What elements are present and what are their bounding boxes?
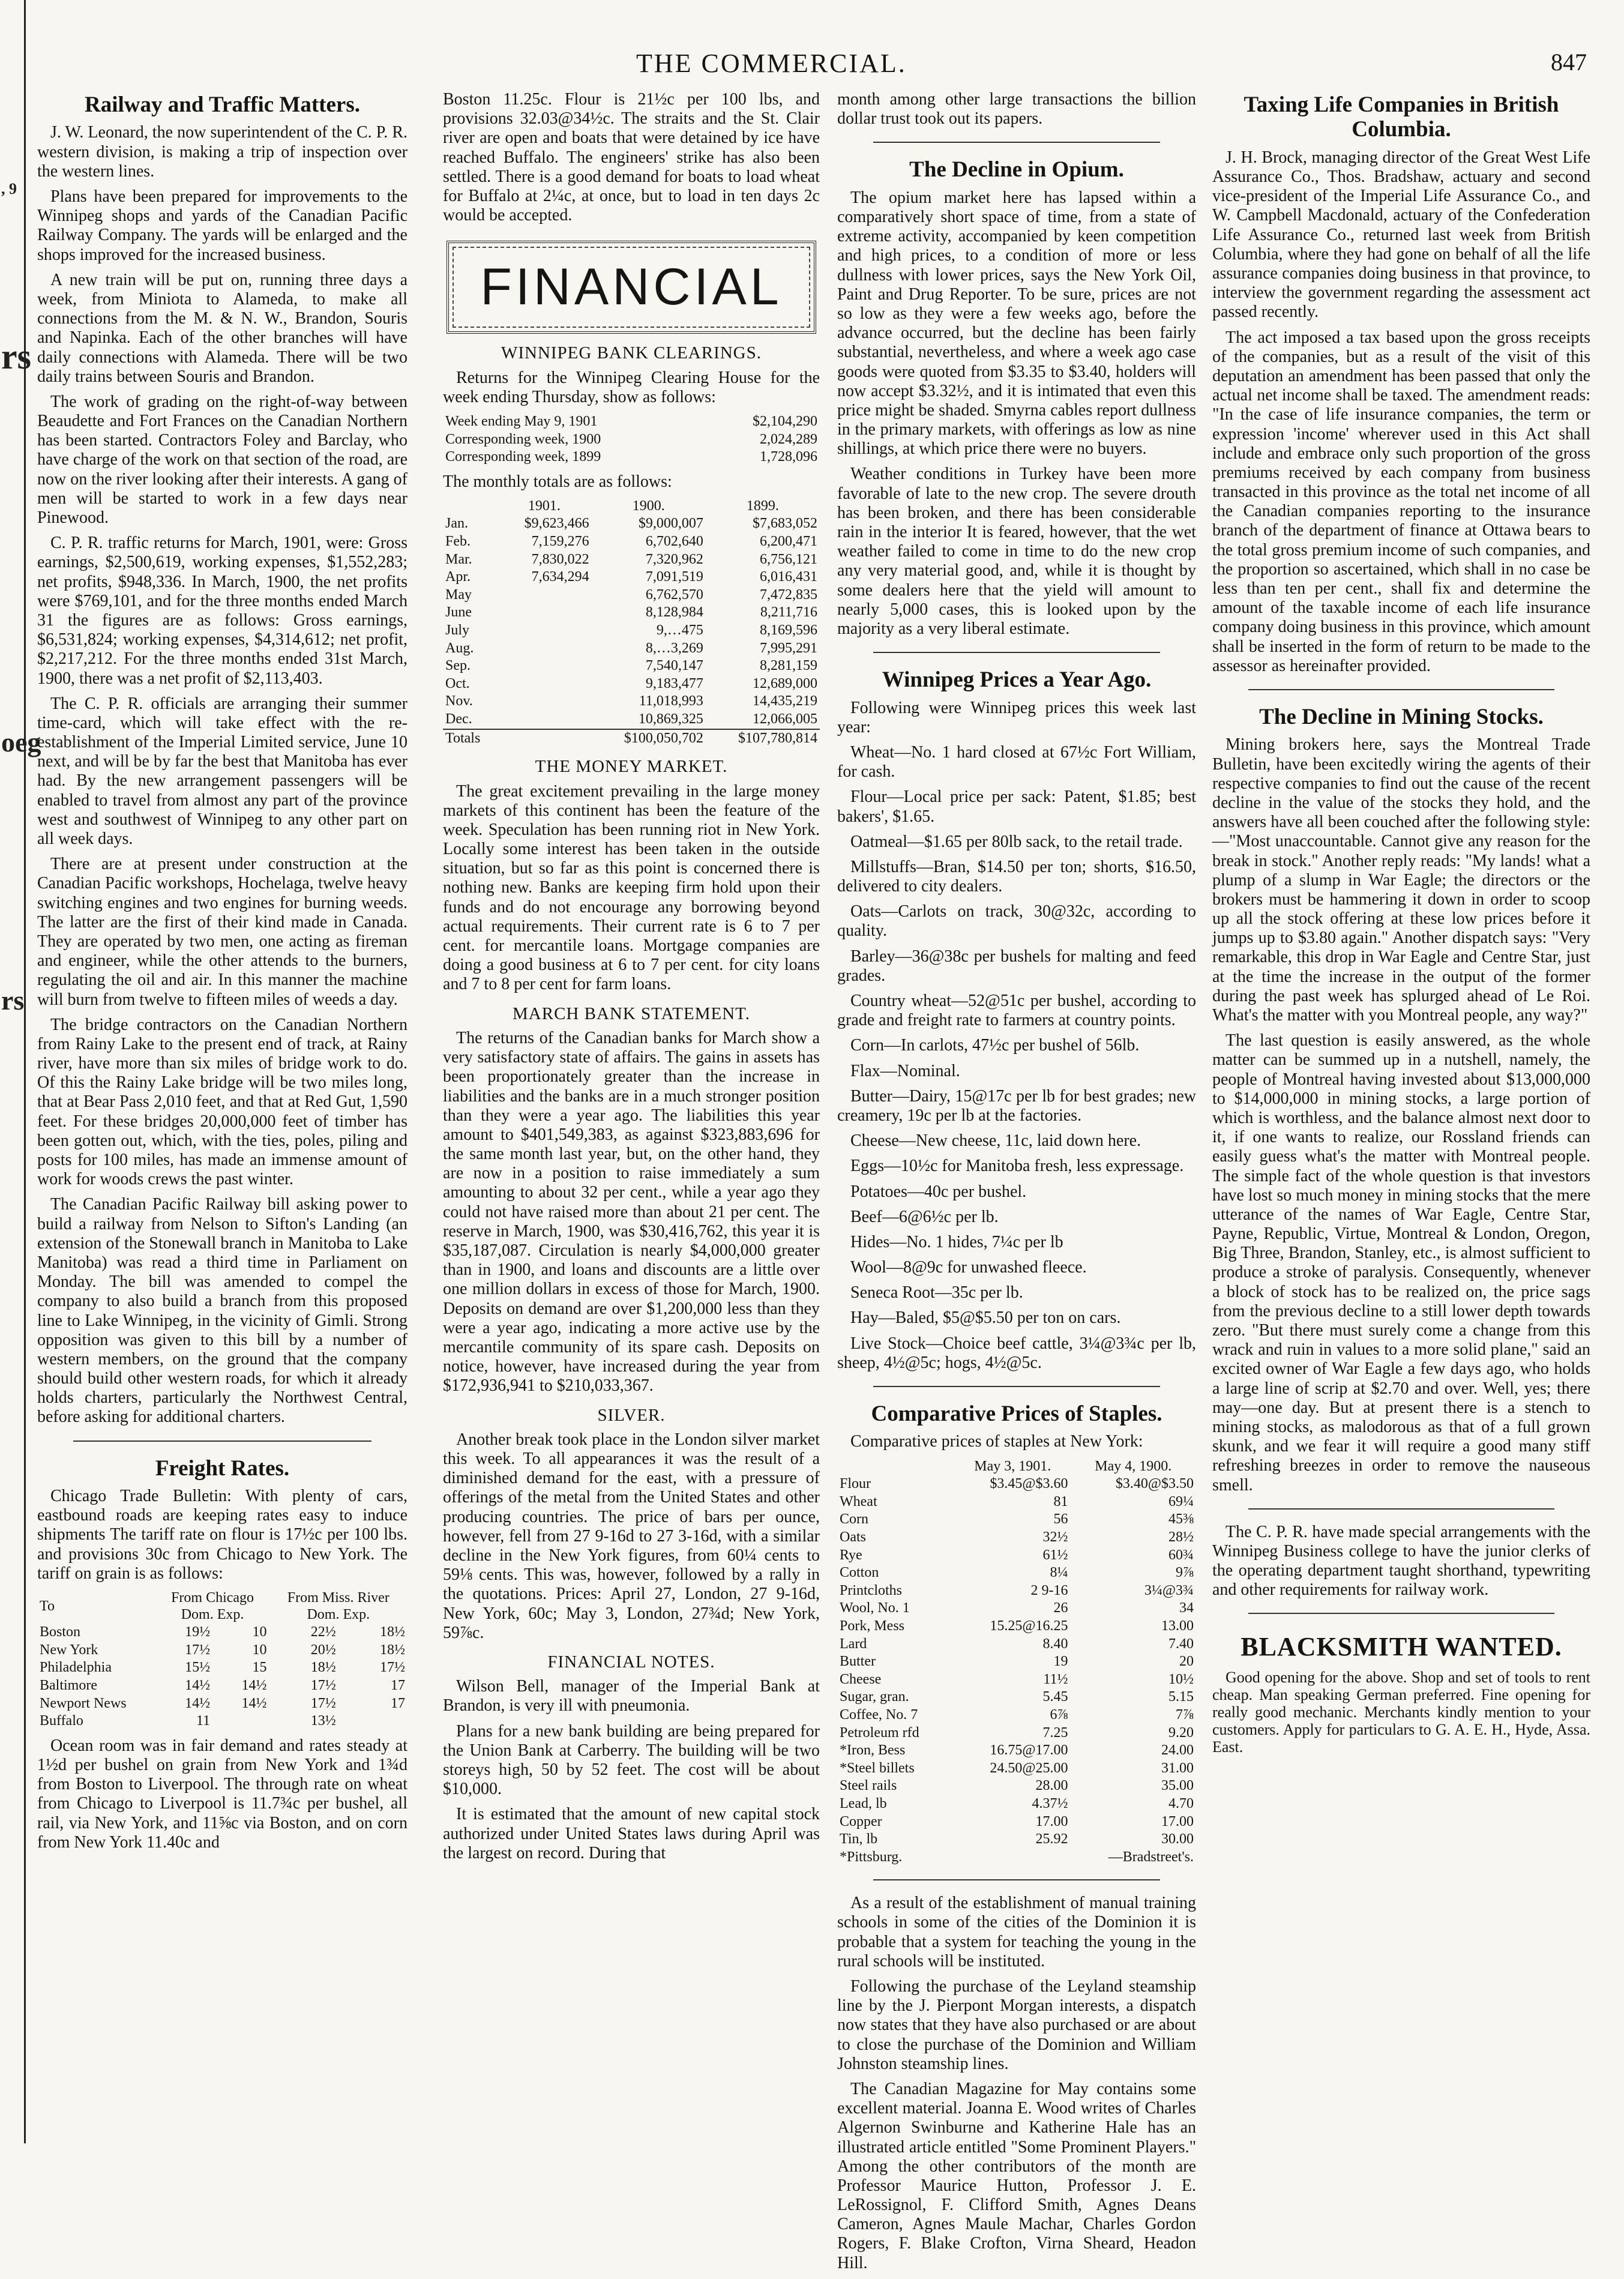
price-item: Wool—8@9c for unwashed fleece. (850, 1258, 1087, 1277)
paragraph: Mining brokers here, says the Montreal Trade Bulletin, have been excitedly wiring the agents of their respective companies to find out the cause of the recent decline in the value of the stocks they hold, and the answers have all been couched after the following style:—"Most unaccountable. Cannot give any reason for the break in stock." Another reply reads: "My lands! what a plump of a slump in War Eagle; the directors or the brokers must be hammering it down in order to scoop up all the stock offering at these low prices before it jumps up to $3.80 again." Another dispatch says: "Very remarkable, this drop in War Eagle and Centre Star, just at the time the increase in the output of the former during the past week has splurged ahead of Le Roi. What's the matter with you Montreal people, any way?" (1212, 735, 1590, 1025)
table-row: Oats 32½ 28½ (840, 1529, 1194, 1545)
price-item: Seneca Root—35c per lb. (850, 1283, 1023, 1302)
table-row: *Iron, Bess 16.75@17.00 24.00 (840, 1742, 1194, 1759)
table-row: Corn 56 45⅜ (840, 1511, 1194, 1528)
price-item: Corn—In carlots, 47½c per bushel of 56lb. (850, 1036, 1140, 1055)
article-title-freight: Freight Rates. (155, 1456, 290, 1481)
table-row: *Steel billets 24.50@25.00 31.00 (840, 1760, 1194, 1776)
article-title-taxing: Taxing Life Companies in British Columbia. (1244, 92, 1559, 142)
table-row: Dec. 10,869,325 12,066,005 (445, 711, 817, 727)
paragraph: Following the purchase of the Leyland steamship line by the J. Pierpont Morgan interests, a dispatch now states that they have also purchased or are about to close the purchase of the Dominion and William Johnston steamship lines. (837, 1977, 1196, 2073)
table-row: June 8,128,984 8,211,716 (445, 604, 817, 621)
paragraph: C. P. R. traffic returns for March, 1901, were: Gross earnings, $2,500,619, working expenses, $1,552,283; net profits, $948,336. In March, 1900, the net profits were $769,101, and for the three months ended March 31 the figures are as follows: Gross earnings, $6,531,824; working expenses, $4,314,612; net profit, $2,217,212. For the three months ended 31st March, 1900, there was a net profit of $2,113,403. (37, 534, 408, 688)
section-divider (1248, 689, 1554, 690)
table-row: Boston 19½ 10 22½ 18½ (40, 1624, 405, 1640)
paragraph: The last question is easily answered, as the whole matter can be summed up in a nutshell, namely, the people of Montreal having invested about $13,000,000 to $14,000,000 in mining stocks, a large portion of which is worthless, and the balance almost next door to it, if one wants to realize, our Rossland friends can easily guess what's the matter with Montreal people. The simple fact of the whole question is that investors have lost so much money in mining stocks that the mere utterance of the names of War Eagle, Centre Star, Payne, Republic, Virtue, Montreal & London, Oregon, Big Three, Brandon, Stanley, etc., is almost sufficient to produce a stroke of paralysis. Consequently, whenever a block of stock has to be realized on, the price sags from the previous decline to a still lower depth towards zero. "But there must surely come a change from this wrack and ruin in values to a more solid plane," said an excited owner of War Eagle a few days ago, who holds a large line of scrip at $2.70 and over. Well, yes; there may—one day. But at present there is a stench to mining stocks, as malodorous as that of a full grown skunk, and we fear it will require a good many stiff refreshing breezes in order to remove the nauseous smell. (1212, 1031, 1590, 1495)
price-item: Oats—Carlots on track, 30@32c, according to quality. (837, 902, 1196, 941)
strip-fragment: rs (1, 985, 25, 1016)
price-item: Hides—No. 1 hides, 7¼c per lb (850, 1232, 1063, 1251)
paragraph: The returns of the Canadian banks for March show a very satisfactory state of affairs. The gains in assets has been proportionately greater than the increase in liabilities and the banks are in a much stronger position than they were a year ago. The liabilities this year amount to $401,549,383, as against $323,883,696 for the same month last year, but, on the other hand, they are now in a position to raise immediately a sum amounting to about 32 per cent., while a year ago they could not have raised more than about 21 per cent. The reserve in March, 1900, was $30,416,762, this year it is $35,187,087. Circulation is nearly $4,000,000 greater than in 1900, and loans and discounts are a little over one million dollars in excess of those for March, 1900. Deposits on demand are over $1,200,000 less than they were a year ago, indicating a more active use by the mercantile community of its spare cash. Deposits on notice, however, have increased during the year from $172,936,941 to $210,033,367. (443, 1028, 820, 1395)
table-row: Steel rails 28.00 35.00 (840, 1778, 1194, 1794)
table-row: Cotton 8¼ 9⅞ (840, 1565, 1194, 1581)
running-head (0, 36, 1624, 84)
table-row: Apr. 7,634,294 7,091,519 6,016,431 (445, 569, 817, 585)
paragraph: Following were Winnipeg prices this week last year: (837, 698, 1196, 736)
weekly-clearings-table (443, 413, 820, 466)
table-row: New York 17½ 10 20½ 18½ (40, 1642, 405, 1658)
price-item: Eggs—10½c for Manitoba fresh, less expressage. (850, 1157, 1184, 1176)
price-item: Flour—Local price per sack: Patent, $1.85; best bakers', $1.65. (837, 787, 1196, 826)
strip-fragment: , 9 (1, 180, 17, 197)
paragraph: The act imposed a tax based upon the gross receipts of the companies, but as a result of the visit of this deputation an amendment has been passed that only the actual net income shall be taxed. The amendment reads: "In the case of life insurance companies, the term or expression 'income' wherever used in this Act shall include and embrace only such proportion of the gross premiums received by each company from business transacted in this province as the total net income of all the Canadian companies reporting to the insurance branch of the department of finance at Ottawa bears to the total gross premium income of such companies, and the proportion so ascertained, which shall in no case be less than ten per cent., shall fix and determine the amount of the taxable income of each life insurance company doing business in this province, which amount shall be inserted in the form of return to be made to the assessor as hereinafter provided. (1212, 328, 1590, 675)
staples-price-table (837, 1458, 1196, 1867)
table-row: Wheat 81 69¼ (840, 1493, 1194, 1510)
table-row: Week ending May 9, 1901 $2,104,290 (445, 413, 817, 429)
paragraph: Ocean room was in fair demand and rates steady at 1½d per bushel on grain from New York and 1¾d from Boston to Liverpool. The through rate on wheat from Chicago to Liverpool is 11.7¾c per bushel, all rail, via New York, and 11⅝c via Boston, and on corn from New York 11.40c and (37, 1736, 408, 1852)
paragraph: month among other large transactions the billion dollar trust took out its papers. (837, 90, 1196, 128)
article-title-winnipeg-prices: Winnipeg Prices a Year Ago. (882, 667, 1152, 693)
section-divider (873, 142, 1160, 143)
paragraph: Wilson Bell, manager of the Imperial Bank at Brandon, is very ill with pneumonia. (443, 1677, 820, 1715)
price-item: Beef—6@6½c per lb. (850, 1207, 999, 1226)
freight-rate-table (37, 1589, 408, 1730)
table-row: Nov. 11,018,993 14,435,219 (445, 693, 817, 709)
monthly-totals-table (443, 498, 820, 747)
price-item: Cheese—New cheese, 11c, laid down here. (850, 1131, 1141, 1151)
table-total-row: Totals $100,050,702 $107,780,814 (443, 729, 820, 748)
section-divider (873, 1879, 1160, 1880)
paragraph: The work of grading on the right-of-way between Beaudette and Fort Frances on the Canadian Northern has been started. Contractors Foley and Barclay, who have charge of the work on that section of the road, are now on the river looking after their interests. A gang of men will be started to work in a few days near Pinewood. (37, 392, 408, 527)
table-row: Aug. 8,…3,269 7,995,291 (445, 640, 817, 656)
table-row: Feb. 7,159,276 6,702,640 6,200,471 (445, 534, 817, 550)
table-header-row (37, 1589, 408, 1624)
table-row: Corresponding week, 1900 2,024,289 (445, 431, 817, 447)
section-divider (1248, 1508, 1554, 1510)
price-item: Millstuffs—Bran, $14.50 per ton; shorts, $16.50, delivered to city dealers. (837, 857, 1196, 896)
section-title-financial-notes: FINANCIAL NOTES. (547, 1652, 715, 1672)
article-title-mining: The Decline in Mining Stocks. (1259, 704, 1544, 729)
paragraph: The C. P. R. have made special arrangements with the Winnipeg Business college to have the junior clerks of the operating department taught shorthand, typewriting and other requirements for railway work. (1212, 1522, 1590, 1600)
column-header: From Chicago Dom. Exp. (171, 1590, 254, 1622)
column-header: To (40, 1598, 55, 1614)
table-row: Printcloths 2 9-16 3¼@3¾ (840, 1582, 1194, 1598)
section-divider (873, 652, 1160, 653)
table-row: May 6,762,570 7,472,835 (445, 586, 817, 603)
paragraph: Weather conditions in Turkey have been more favorable of late to the new crop. The severe drouth has been broken, and there has been considerable rain in the interior It is feared, however, that the wet weather failed to come in time to do the new crop any very material good, and, while it is thought by some dealers here that the yield will amount to nearly 5,000 cases, this is looked upon by the majority as a very liberal estimate. (837, 465, 1196, 638)
table-row: Newport News 14½ 14½ 17½ 17 (40, 1695, 405, 1711)
table-footnote-row: *Pittsburg. —Bradstreet's. (840, 1849, 1194, 1865)
strip-fragment: rs (1, 337, 31, 376)
paragraph: The Canadian Magazine for May contains some excellent material. Joanna E. Wood writes of Charles Algernon Swinburne and Katherine Hale has an illustrated article entitled "Some Prominent Players." Among the other contributors of the month are Professor Maurice Hutton, Professor J. E. LeRossignol, F. Clifford Smith, Agnes Deans Cameron, Agnes Maule Machar, Charles Gordon Rogers, F. Blake Crofton, Virna Sheard, Headon Hill. (837, 2079, 1196, 2272)
paragraph: A new train will be put on, running three days a week, from Miniota to Alameda, to make all connections from the M. & N. W., Brandon, Souris and Napinka. Each of the other branches will have daily connections with Alameda. There will be two daily trains between Souris and Brandon. (37, 270, 408, 386)
paragraph: The bridge contractors on the Canadian Northern from Rainy Lake to the present end of track, at Rainy river, have more than six miles of bridge work to do. Of this the Rainy Lake bridge will be two miles long, that at Bear Pass 2,010 feet, and that at Red Gut, 1,590 feet. For these bridges 20,000,000 feet of timber has been gotten out, which, with the ties, poles, piling and posts for 100 miles, has made an immense amount of work for woods crews the past winter. (37, 1015, 408, 1189)
paragraph: The opium market here has lapsed within a comparatively short space of time, from a state of extreme activity, accompanied by keen competition and high prices, to a condition of more or less dullness with lower prices, says the New York Oil, Paint and Drug Reporter. To be sure, prices are not so low as they were a few weeks ago, before the advance occurred, but the decline has been fairly substantial, nevertheless, and where a week ago case goods were quoted from $3.35 to $3.40, holders will now accept $3.32½, and it is intimated that even this price might be shaded. Smyrna cables report dullness in the primary markets, with offerings as low as nine shillings, at which price there were no buyers. (837, 188, 1196, 459)
paragraph: Comparative prices of staples at New York: (850, 1432, 1143, 1451)
table-row: Coffee, No. 7 6⅞ 7⅞ (840, 1706, 1194, 1723)
advertisement-title: BLACKSMITH WANTED. (1241, 1632, 1562, 1662)
section-title-clearings: WINNIPEG BANK CLEARINGS. (501, 343, 762, 363)
table-row: Oct. 9,183,477 12,689,000 (445, 675, 817, 691)
adjacent-page-strip (0, 0, 41, 2143)
column-2 (443, 90, 820, 1869)
paragraph: As a result of the establishment of manual training schools in some of the cities of the Dominion it is probable that a system for teaching the young in the rural schools will be instituted. (837, 1894, 1196, 1970)
table-row: Jan. $9,623,466 $9,000,007 $7,683,052 (445, 516, 817, 532)
column-header: From Miss. River Dom. Exp. (287, 1590, 389, 1622)
article-title-opium: The Decline in Opium. (909, 157, 1124, 182)
table-row: Buffalo 11 13½ (40, 1713, 336, 1729)
page-number: 847 (1551, 49, 1587, 76)
section-title-silver: SILVER. (597, 1405, 666, 1425)
paragraph: The C. P. R. officials are arranging their summer time-card, which will take effect with the re-establishment of the Imperial Limited service, June 10 next, and will be by far the best that Manitoba has ever had. By the new arrangement passengers will be enabled to travel from almost any part of the province west and southwest of Winnipeg to any other part on all week days. (37, 694, 408, 848)
section-title-money-market: THE MONEY MARKET. (535, 757, 728, 777)
financial-section-banner (447, 241, 816, 334)
column-4 (1212, 90, 1590, 1762)
price-item: Live Stock—Choice beef cattle, 3¼@3¾c per lb, sheep, 4½@5c; hogs, 4½@5c. (837, 1334, 1196, 1372)
column-3 (837, 90, 1196, 2279)
section-divider (1248, 1613, 1554, 1614)
strip-fragment: oeg (1, 727, 41, 757)
price-item: Flax—Nominal. (850, 1061, 960, 1080)
publication-title: THE COMMERCIAL. (636, 49, 907, 78)
table-row: Sep. 7,540,147 8,281,159 (445, 658, 817, 674)
price-item: Potatoes—40c per bushel. (850, 1182, 1027, 1201)
advertisement-body: Good opening for the above. Shop and set of tools to rent cheap. Man speaking German preferred. Fine opening for really good mechanic. Merchants kindly mention to your customers. Apply for particulars to G. A. E. H., Hyde, Assa. East. (1212, 1669, 1590, 1756)
column-1 (37, 90, 408, 1858)
table-row: Lead, lb 4.37½ 4.70 (840, 1795, 1194, 1811)
price-item: Oatmeal—$1.65 per 80lb sack, to the retail trade. (850, 832, 1183, 851)
section-title-march-statement: MARCH BANK STATEMENT. (513, 1004, 750, 1023)
table-header-row: May 3, 1901. May 4, 1900. (974, 1458, 1172, 1474)
table-row: Cheese 11½ 10½ (840, 1671, 1194, 1687)
table-row: Rye 61½ 60¾ (840, 1547, 1194, 1563)
paragraph: Plans have been prepared for improvements to the Winnipeg shops and yards of the Canadian Pacific Railway Company. The yards will be enlarged and the shops improved for the increased business. (37, 187, 408, 264)
table-row: Pork, Mess 15.25@16.25 13.00 (840, 1618, 1194, 1634)
table-row: Flour $3.45@$3.60 $3.40@$3.50 (840, 1476, 1194, 1492)
section-divider (73, 1441, 371, 1442)
table-row: Mar. 7,830,022 7,320,962 6,756,121 (445, 551, 817, 567)
price-item: Wheat—No. 1 hard closed at 67½c Fort William, for cash. (837, 742, 1196, 781)
table-row: Philadelphia 15½ 15 18½ 17½ (40, 1660, 405, 1676)
price-item: Butter—Dairy, 15@17c per lb for best grades; new creamery, 19c per lb at the factories. (837, 1086, 1196, 1125)
article-title-railway: Railway and Traffic Matters. (85, 92, 360, 117)
table-row: Wool, No. 1 26 34 (840, 1600, 1194, 1616)
article-title-staples: Comparative Prices of Staples. (871, 1401, 1162, 1426)
paragraph: Another break took place in the London silver market this week. To all appearances it was the result of a diminished demand for the east, with a pressure of offerings of the metal from the United States and other producing countries. The price of bars per ounce, however, fell from 27 9-16d to 27 3-16d, with a similar decline in the New York figures, from 60¼ cents to 59⅛ cents. This was, however, followed by a rally in the quotations. Prices: April 27, London, 27 9-16d, New York, 60c; May 3, London, 27¾d; New York, 59⅞c. (443, 1430, 820, 1642)
table-row: Corresponding week, 1899 1,728,096 (445, 449, 817, 465)
price-item: Hay—Baled, $5@$5.50 per ton on cars. (850, 1308, 1121, 1328)
table-row: Lard 8.40 7.40 (840, 1636, 1194, 1652)
paragraph: There are at present under construction at the Canadian Pacific workshops, Hochelaga, twelve heavy switching engines and two engines for burning weeds. The latter are the first of their kind made in Canada. They are operated by two men, one acting as fireman and engineer, while the other attends to the burners, regulating the oil and air. In this manner the machine will burn from twelve to fifteen miles of weeds a day. (37, 855, 408, 1009)
table-row: Baltimore 14½ 14½ 17½ 17 (40, 1677, 405, 1693)
paragraph: The monthly totals are as follows: (443, 472, 672, 491)
paragraph: Returns for the Winnipeg Clearing House for the week ending Thursday, show as follows: (443, 368, 820, 406)
table-row: Tin, lb 25.92 30.00 (840, 1831, 1194, 1847)
price-item: Country wheat—52@51c per bushel, according to grade and freight rate to farmers at country points. (837, 992, 1196, 1030)
paragraph: Chicago Trade Bulletin: With plenty of cars, eastbound roads are keeping rates easy to induce shipments The tariff rate on flour is 17½c per 100 lbs. and provisions 30c from Chicago to New York. The tariff on grain is as follows: (37, 1487, 408, 1583)
paragraph: It is estimated that the amount of new capital stock authorized under United States laws during April was the largest on record. During that (443, 1805, 820, 1862)
paragraph: The Canadian Pacific Railway bill asking power to build a railway from Nelson to Sifton's Landing (an extension of the Stonewall branch in Manitoba to Lake Manitoba) was read a third time in Parliament on Monday. The bill was amended to compel the company to also build a branch from this proposed line to Lake Winnipeg, in the vicinity of Gimli. Strong opposition was given to this bill by a number of western members, on the ground that the company should build other western roads, for which it already holds charters, particularly the Northwest Central, before asking for additional charters. (37, 1195, 408, 1427)
table-row: Copper 17.00 17.00 (840, 1813, 1194, 1829)
paragraph: J. W. Leonard, the now superintendent of the C. P. R. western division, is making a trip of inspection over the western lines. (37, 123, 408, 181)
table-row: Petroleum rfd 7.25 9.20 (840, 1724, 1194, 1741)
table-row: July 9,…475 8,169,596 (445, 622, 817, 639)
table-row: Butter 19 20 (840, 1654, 1194, 1670)
paragraph: J. H. Brock, managing director of the Great West Life Assurance Co., Thos. Bradshaw, actuary and second vice-president of the Imperial Life Assurance Co., and W. Campbell Macdonald, actuary of the Confederation Life Assurance Co., returned last week from British Columbia, where they had gone on behalf of all the life assurance companies doing business in that province, to interview the government regarding the assessment act passed recently. (1212, 148, 1590, 322)
paragraph: The great excitement prevailing in the large money markets of this continent has been the feature of the week. Speculation has been running riot in New York. Locally some interest has been taken in the outside situation, but so far as this point is concerned there is nothing new. Banks are keeping firm hold upon their funds and do not encourage any borrowing beyond actual requirements. Their current rate is 6 to 7 per cent. for mercantile loans. Mortgage companies are doing a good business at 6 to 7 per cent. for city loans and 7 to 8 per cent for farm loans. (443, 781, 820, 994)
price-item: Barley—36@38c per bushels for malting and feed grades. (837, 947, 1196, 985)
section-divider (873, 1386, 1160, 1387)
table-row: Sugar, gran. 5.45 5.15 (840, 1689, 1194, 1705)
paragraph: Plans for a new bank building are being prepared for the Union Bank at Carberry. The building will be two storeys high, 50 by 52 feet. The cost will be about $10,000. (443, 1721, 820, 1799)
table-header-row: 1901. 1900. 1899. (528, 498, 779, 514)
paragraph: Boston 11.25c. Flour is 21½c per 100 lbs, and provisions 32.03@34½c. The straits and the St. Clair river are open and boats that were detained by ice have reached Buffalo. The engineers' strike has also been settled. There is a good demand for boats to load wheat for Buffalo at 2¼c, at once, but to load in ten days 2c would be accepted. (443, 90, 820, 225)
banner-title: FINANCIAL (480, 258, 783, 316)
